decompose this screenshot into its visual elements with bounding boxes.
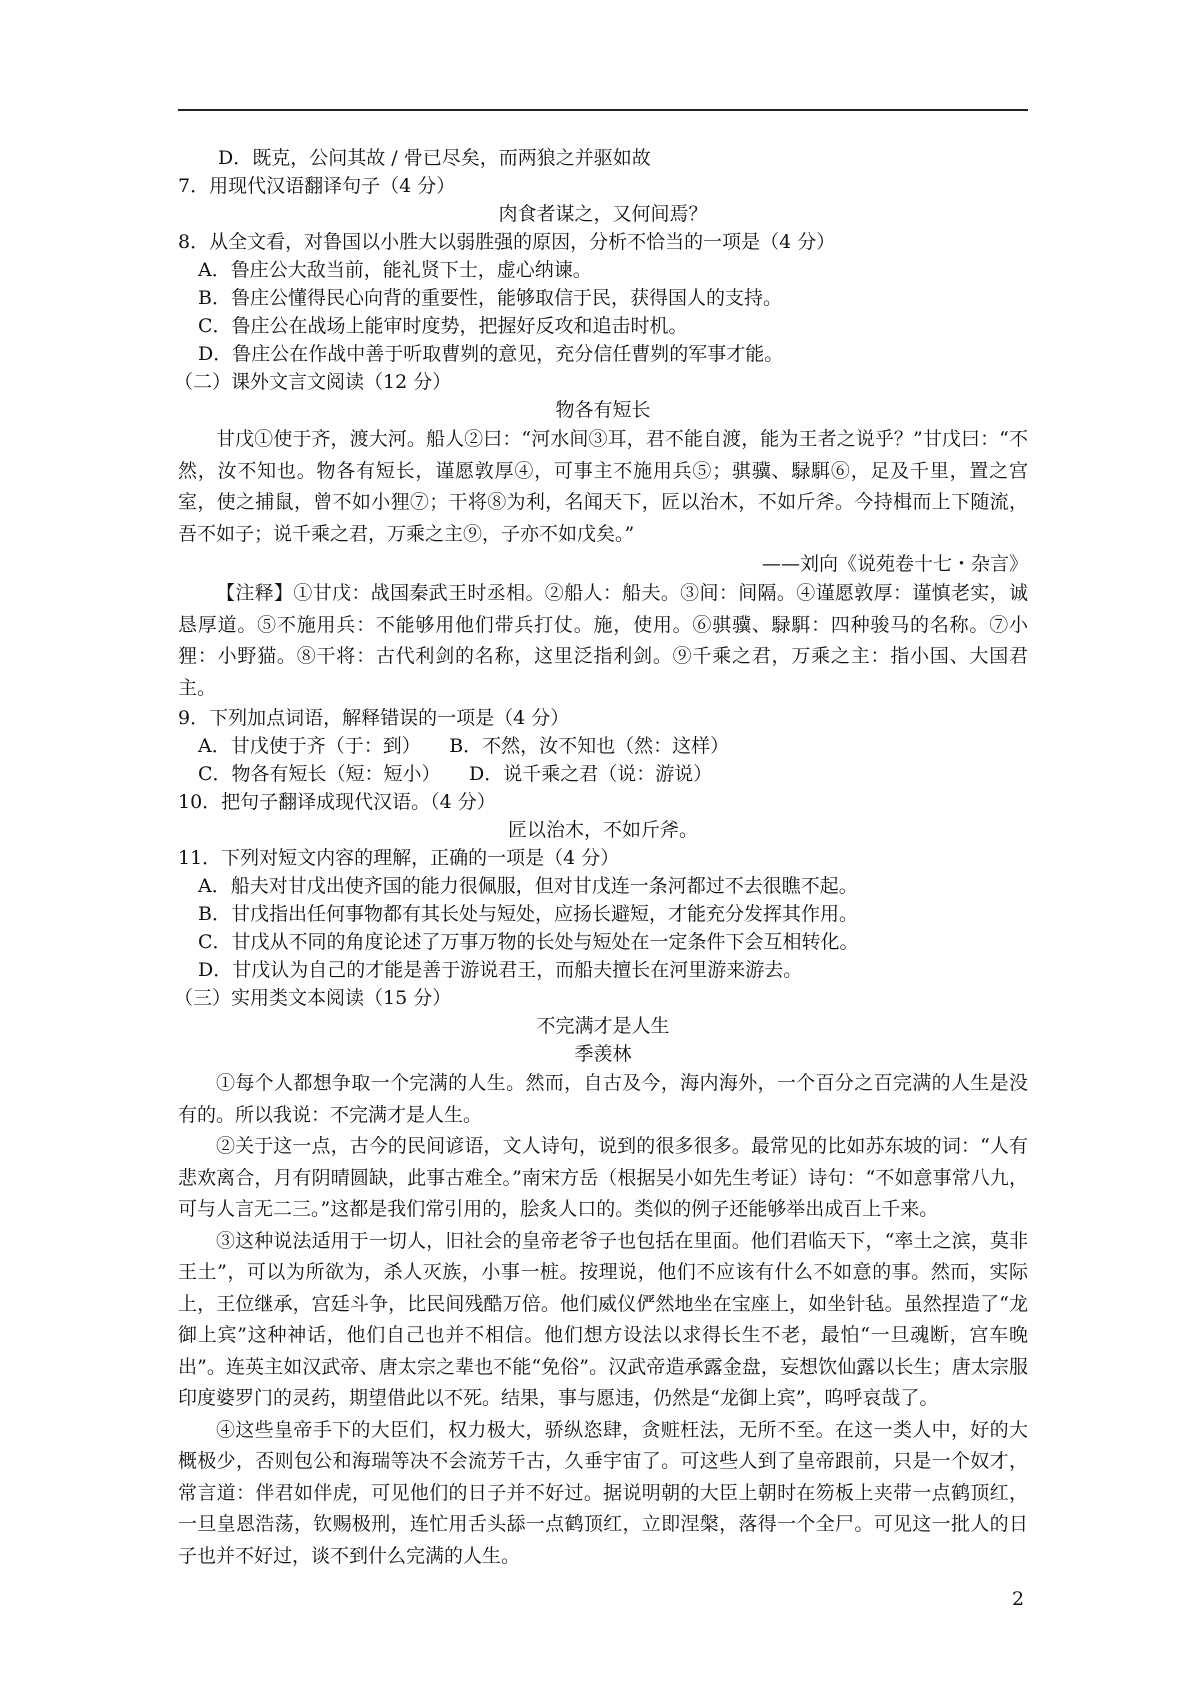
q9-options-row1: A．甘戊使于齐（于：到） B．不然，汝不知也（然：这样） (198, 735, 730, 757)
section2-title: 物各有短长 (555, 399, 651, 421)
section3-paragraph: ③这种说法适用于一切人，旧社会的皇帝老爷子也包括在里面。他们君临天下，“率土之滨，莫非王土”，可以为所欲为，杀人灭族，小事一桩。按理说，他们不应该有什么不如意的事。然而，实际上，王位继承，宫廷斗争，比民间残酷万倍。他们威仪俨然地坐在宝座上，如坐针毡。虽然捏造了“龙御上宾”这种神话，他们自己也并不相信。他们想方设法以求得长生不老，最怕“一旦魂断，宫车晚出”。连英主如汉武帝、唐太宗之辈也不能“免俗”。汉武帝造承露金盘，妄想饮仙露以长生；唐太宗服印度婆罗门的灵药，期望借此以不死。结果，事与愿违，仍然是“龙御上宾”，呜呼哀哉了。 (178, 1229, 1028, 1409)
q8-option-b: B．鲁庄公懂得民心向背的重要性，能够取信于民，获得国人的支持。 (198, 287, 782, 309)
q9-stem: 9．下列加点词语，解释错误的一项是（4 分） (178, 707, 570, 729)
section3-paragraph: ②关于这一点，古今的民间谚语，文人诗句，说到的很多很多。最常见的比如苏东坡的词：“人有悲欢离合，月有阴晴圆缺，此事古难全。”南宋方岳（根据吴小如先生考证）诗句：“不如意事常八九，可与人言无二三。”这都是我们常引用的，脍炙人口的。类似的例子还能够举出成百上千来。 (178, 1135, 1028, 1220)
section2-source: ——刘向《说苑卷十七・杂言》 (761, 553, 1028, 575)
q8-option-a: A．鲁庄公大敌当前，能礼贤下士，虚心纳谏。 (198, 259, 592, 281)
q8-option-c: C．鲁庄公在战场上能审时度势，把握好反攻和追击时机。 (198, 315, 688, 337)
section2-heading: （二）课外文言文阅读（12 分） (174, 371, 452, 393)
section3-heading: （三）实用类文本阅读（15 分） (174, 987, 452, 1009)
q8-stem: 8．从全文看，对鲁国以小胜大以弱胜强的原因，分析不恰当的一项是（4 分） (178, 231, 836, 253)
q10-sentence: 匠以治木，不如斤斧。 (507, 819, 698, 841)
q11-option-b: B．甘戊指出任何事物都有其长处与短处，应扬长避短，才能充分发挥其作用。 (198, 903, 858, 925)
header-rule (178, 109, 1028, 111)
section3-author: 季羡林 (574, 1043, 632, 1065)
q9-options-row2: C．物各有短长（短：短小） D．说千乘之君（说：游说） (198, 763, 713, 785)
q11-option-c: C．甘戊从不同的角度论述了万事万物的长处与短处在一定条件下会互相转化。 (198, 931, 859, 953)
q7-stem: 7．用现代汉语翻译句子（4 分） (178, 175, 456, 197)
section3-paragraph: ①每个人都想争取一个完满的人生。然而，自古及今，海内海外，一个百分之百完满的人生是没有的。所以我说：不完满才是人生。 (178, 1072, 1028, 1126)
q7-sentence: 肉食者谋之，又何间焉？ (498, 203, 708, 225)
exam-page (174, 144, 1028, 1572)
q11-stem: 11．下列对短文内容的理解，正确的一项是（4 分） (178, 847, 620, 869)
q10-stem: 10．把句子翻译成现代汉语。（4 分） (178, 791, 496, 813)
q11-option-d: D．甘戊认为自己的才能是善于游说君王，而船夫擅长在河里游来游去。 (198, 959, 803, 981)
q11-option-a: A．船夫对甘戊出使齐国的能力很佩服，但对甘戊连一条河都过不去很瞧不起。 (198, 875, 858, 897)
q8-option-d: D．鲁庄公在作战中善于听取曹刿的意见，充分信任曹刿的军事才能。 (198, 343, 784, 365)
page-number: 2 (1012, 1588, 1025, 1610)
section2-notes: 【注释】①甘戊：战国秦武王时丞相。②船人：船夫。③间：间隔。④谨愿敦厚：谨慎老实，诚恳厚道。⑤不施用兵：不能够用他们带兵打仗。施，使用。⑥骐骥、騄駬：四种骏马的名称。⑦小狸：小野猫。⑧干将：古代利剑的名称，这里泛指利剑。⑨千乘之君，万乘之主：指小国、大国君主。 (178, 582, 1028, 699)
section3-title: 不完满才是人生 (536, 1015, 670, 1037)
section2-passage: 甘戊①使于齐，渡大河。船人②曰：“河水间③耳，君不能自渡，能为王者之说乎？”甘戊曰：“不然，汝不知也。物各有短长，谨愿敦厚④，可事主不施用兵⑤；骐骥、騄駬⑥，足及千里，置之宫室，使之捕鼠，曾不如小狸⑦；干将⑧为利，名闻天下，匠以治木，不如斤斧。今持楫而上下随流，吾不如子；说千乘之君，万乘之主⑨，子亦不如戊矣。” (178, 428, 1028, 545)
section3-paragraph: ④这些皇帝手下的大臣们，权力极大，骄纵恣肆，贪赃枉法，无所不至。在这一类人中，好的大概极少，否则包公和海瑞等决不会流芳千古，久垂宇宙了。可这些人到了皇帝跟前，只是一个奴才，常言道：伴君如伴虎，可见他们的日子并不好过。据说明朝的大臣上朝时在笏板上夹带一点鹤顶红，一旦皇恩浩荡，钦赐极刑，连忙用舌头舔一点鹤顶红，立即涅槃，落得一个全尸。可见这一批人的日子也并不好过，谈不到什么完满的人生。 (178, 1418, 1028, 1567)
q6-option-d: D．既克，公问其故 / 骨已尽矣，而两狼之并驱如故 (218, 147, 651, 169)
